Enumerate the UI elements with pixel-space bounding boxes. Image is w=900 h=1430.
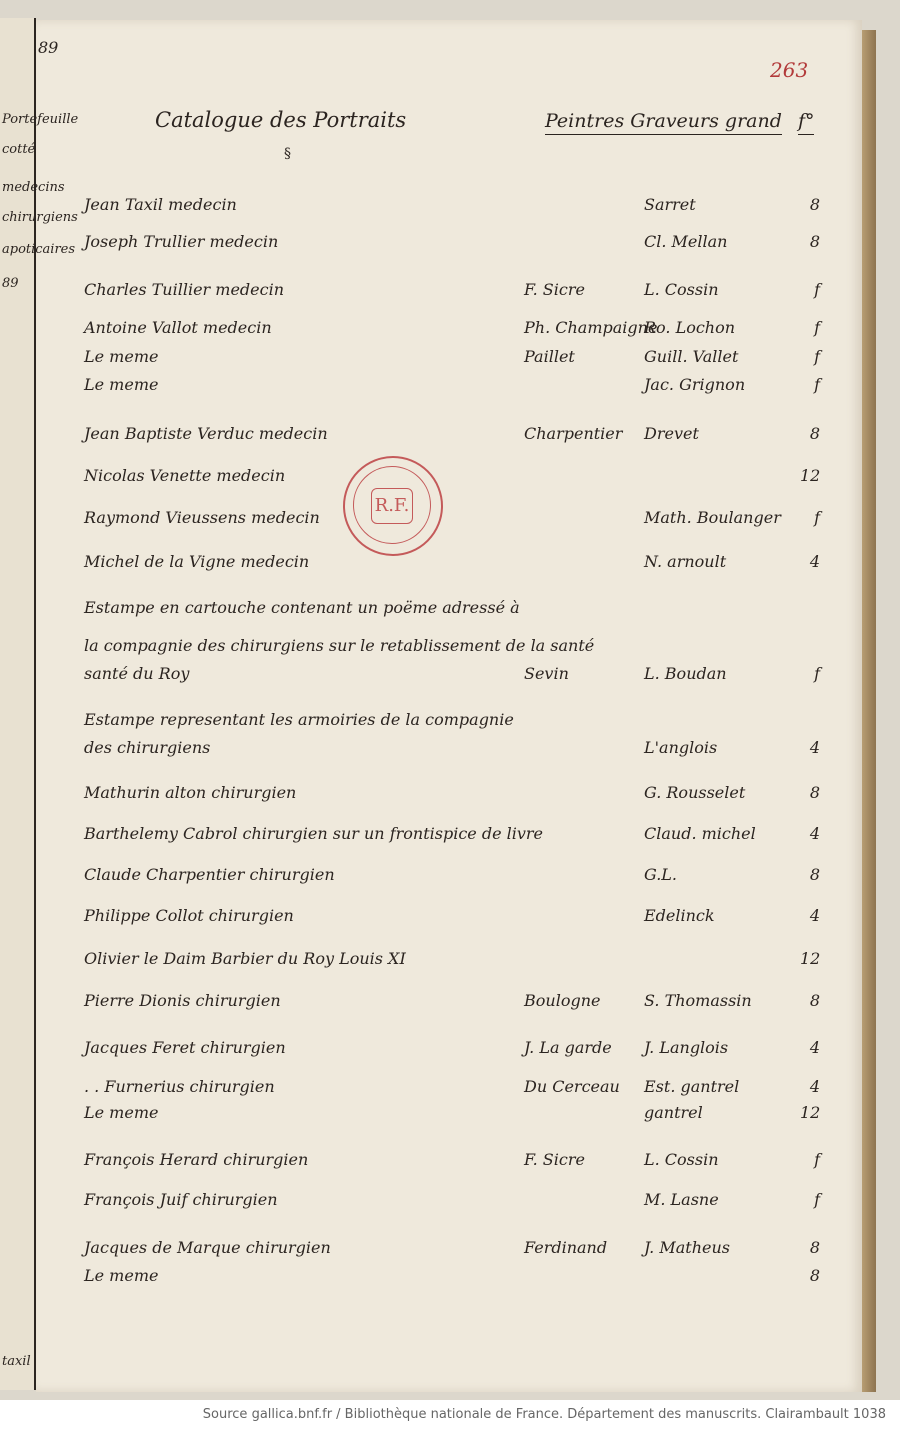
engraver-name: Ro. Lochon <box>644 318 736 337</box>
manuscript-page <box>36 20 862 1392</box>
column-heading-text: Peintres Graveurs grand <box>545 110 782 135</box>
library-stamp <box>343 456 443 556</box>
book-fore-edge <box>862 30 876 1392</box>
format-value: f <box>814 280 820 299</box>
catalogue-row <box>84 738 820 762</box>
engraver-name: S. Thomassin <box>644 991 752 1010</box>
entry-name: Charles Tuillier medecin <box>84 280 284 299</box>
margin-note: chirurgiens <box>2 210 78 225</box>
painter-name: Charpentier <box>524 424 623 443</box>
engraver-name: G.L. <box>644 865 678 884</box>
format-value: f <box>814 347 820 366</box>
entry-name: Jean Baptiste Verduc medecin <box>84 424 328 443</box>
entry-name: Barthelemy Cabrol chirurgien sur un frontispice de livre <box>84 824 544 843</box>
catalogue-row <box>84 906 820 930</box>
entry-name: Jean Taxil medecin <box>84 195 237 214</box>
catalogue-row <box>84 1266 820 1290</box>
engraver-name: G. Rousselet <box>644 783 746 802</box>
engraver-name: Jac. Grignon <box>644 375 746 394</box>
column-heading <box>545 110 814 132</box>
catalogue-row <box>84 424 820 448</box>
entry-name: Michel de la Vigne medecin <box>84 552 310 571</box>
margin-note: taxil <box>2 1354 31 1369</box>
margin-note: cotté <box>2 142 36 157</box>
entry-name: Le meme <box>84 1103 159 1122</box>
source-footer: Source gallica.bnf.fr / Bibliothèque nationale de France. Département des manuscrits. Clairambault 1038 <box>0 1400 900 1430</box>
format-value: 8 <box>809 1238 820 1257</box>
catalogue-row <box>84 865 820 889</box>
format-value: 8 <box>809 783 820 802</box>
catalogue-row <box>84 991 820 1015</box>
painter-name: Du Cerceau <box>524 1077 620 1096</box>
format-value: 4 <box>809 738 820 757</box>
entry-name: Nicolas Venette medecin <box>84 466 286 485</box>
painter-name: Sevin <box>524 664 569 683</box>
entry-name: la compagnie des chirurgiens sur le retablissement de la santé <box>84 636 595 655</box>
format-value: 4 <box>809 824 820 843</box>
catalogue-row <box>84 232 820 256</box>
entry-name: Le meme <box>84 1266 159 1285</box>
engraver-name: Est. gantrel <box>644 1077 740 1096</box>
entry-name: Pierre Dionis chirurgien <box>84 991 281 1010</box>
format-value: 8 <box>809 195 820 214</box>
entry-name: Le meme <box>84 375 159 394</box>
engraver-name: J. Matheus <box>644 1238 730 1257</box>
engraver-name: Edelinck <box>644 906 715 925</box>
catalogue-row <box>84 280 820 304</box>
entry-name: Philippe Collot chirurgien <box>84 906 294 925</box>
entry-name: santé du Roy <box>84 664 190 683</box>
painter-name: Ph. Champaigne <box>524 318 658 337</box>
format-value: 12 <box>800 1103 821 1122</box>
engraver-name: Math. Boulanger <box>644 508 781 527</box>
entry-name: Jacques de Marque chirurgien <box>84 1238 331 1257</box>
catalogue-row <box>84 1150 820 1174</box>
folio-number: 263 <box>770 58 809 82</box>
engraver-name: L. Cossin <box>644 280 719 299</box>
engraver-name: gantrel <box>644 1103 703 1122</box>
format-value: 12 <box>800 466 821 485</box>
painter-name: Ferdinand <box>524 1238 608 1257</box>
entry-name: Raymond Vieussens medecin <box>84 508 320 527</box>
engraver-name: Sarret <box>644 195 696 214</box>
format-value: f <box>814 318 820 337</box>
catalogue-row <box>84 508 820 532</box>
format-value: f <box>814 1150 820 1169</box>
catalogue-row <box>84 347 820 371</box>
engraver-name: Guill. Vallet <box>644 347 739 366</box>
format-value: 4 <box>809 906 820 925</box>
catalogue-row <box>84 664 820 688</box>
catalogue-row <box>84 598 814 622</box>
format-value: 8 <box>809 991 820 1010</box>
entry-name: Jacques Feret chirurgien <box>84 1038 286 1057</box>
catalogue-row <box>84 1238 820 1262</box>
catalogue-row <box>84 1103 821 1127</box>
entry-name: Olivier le Daim Barbier du Roy Louis XI <box>84 949 406 968</box>
catalogue-row <box>84 1190 820 1214</box>
format-value: f <box>814 508 820 527</box>
page-title: Catalogue des Portraits <box>155 108 407 132</box>
catalogue-row <box>84 552 820 576</box>
catalogue-row <box>84 1038 820 1062</box>
engraver-name: M. Lasne <box>644 1190 719 1209</box>
title-mark: § <box>284 146 291 162</box>
margin-note: 89 <box>2 276 19 291</box>
format-value: f <box>814 1190 820 1209</box>
painter-name: J. La garde <box>524 1038 612 1057</box>
catalogue-row <box>84 636 814 660</box>
entry-name: François Herard chirurgien <box>84 1150 309 1169</box>
catalogue-row <box>84 195 820 219</box>
entry-name: François Juif chirurgien <box>84 1190 278 1209</box>
painter-name: F. Sicre <box>524 280 585 299</box>
stamp-center: R.F. <box>371 488 413 524</box>
entry-name: Claude Charpentier chirurgien <box>84 865 335 884</box>
entry-name: Mathurin alton chirurgien <box>84 783 297 802</box>
format-value: 4 <box>809 1077 820 1096</box>
catalogue-row <box>84 318 820 342</box>
engraver-name: N. arnoult <box>644 552 727 571</box>
catalogue-row <box>84 783 820 807</box>
format-value: f <box>814 664 820 683</box>
catalogue-row <box>84 466 821 490</box>
engraver-name: J. Langlois <box>644 1038 729 1057</box>
engraver-name: L. Boudan <box>644 664 727 683</box>
margin-note: apoticaires <box>2 242 76 257</box>
entry-name: Estampe en cartouche contenant un poëme adressé à <box>84 598 520 617</box>
format-value: 8 <box>809 424 820 443</box>
engraver-name: Claud. michel <box>644 824 756 843</box>
entry-name: . . Furnerius chirurgien <box>84 1077 275 1096</box>
format-value: 8 <box>809 232 820 251</box>
entry-name: des chirurgiens <box>84 738 211 757</box>
painter-name: F. Sicre <box>524 1150 585 1169</box>
format-value: 4 <box>809 552 820 571</box>
entry-name: Le meme <box>84 347 159 366</box>
painter-name: Boulogne <box>524 991 601 1010</box>
catalogue-row <box>84 710 814 734</box>
catalogue-row <box>84 375 820 399</box>
margin-note: medecins <box>2 180 65 195</box>
engraver-name: L. Cossin <box>644 1150 719 1169</box>
margin-note: Portefeuille <box>2 112 79 127</box>
entry-name: Antoine Vallot medecin <box>84 318 272 337</box>
catalogue-row <box>84 949 821 973</box>
folio-left: 89 <box>38 38 59 57</box>
engraver-name: Drevet <box>644 424 699 443</box>
format-value: 4 <box>809 1038 820 1057</box>
catalogue-row <box>84 1077 820 1101</box>
entry-name: Joseph Trullier medecin <box>84 232 279 251</box>
format-value: f <box>814 375 820 394</box>
engraver-name: Cl. Mellan <box>644 232 728 251</box>
engraver-name: L'anglois <box>644 738 718 757</box>
entry-name: Estampe representant les armoiries de la compagnie <box>84 710 514 729</box>
catalogue-row <box>84 824 820 848</box>
format-value: 8 <box>809 865 820 884</box>
column-heading-format: f° <box>798 110 815 135</box>
painter-name: Paillet <box>524 347 575 366</box>
format-value: 12 <box>800 949 821 968</box>
format-value: 8 <box>809 1266 820 1285</box>
